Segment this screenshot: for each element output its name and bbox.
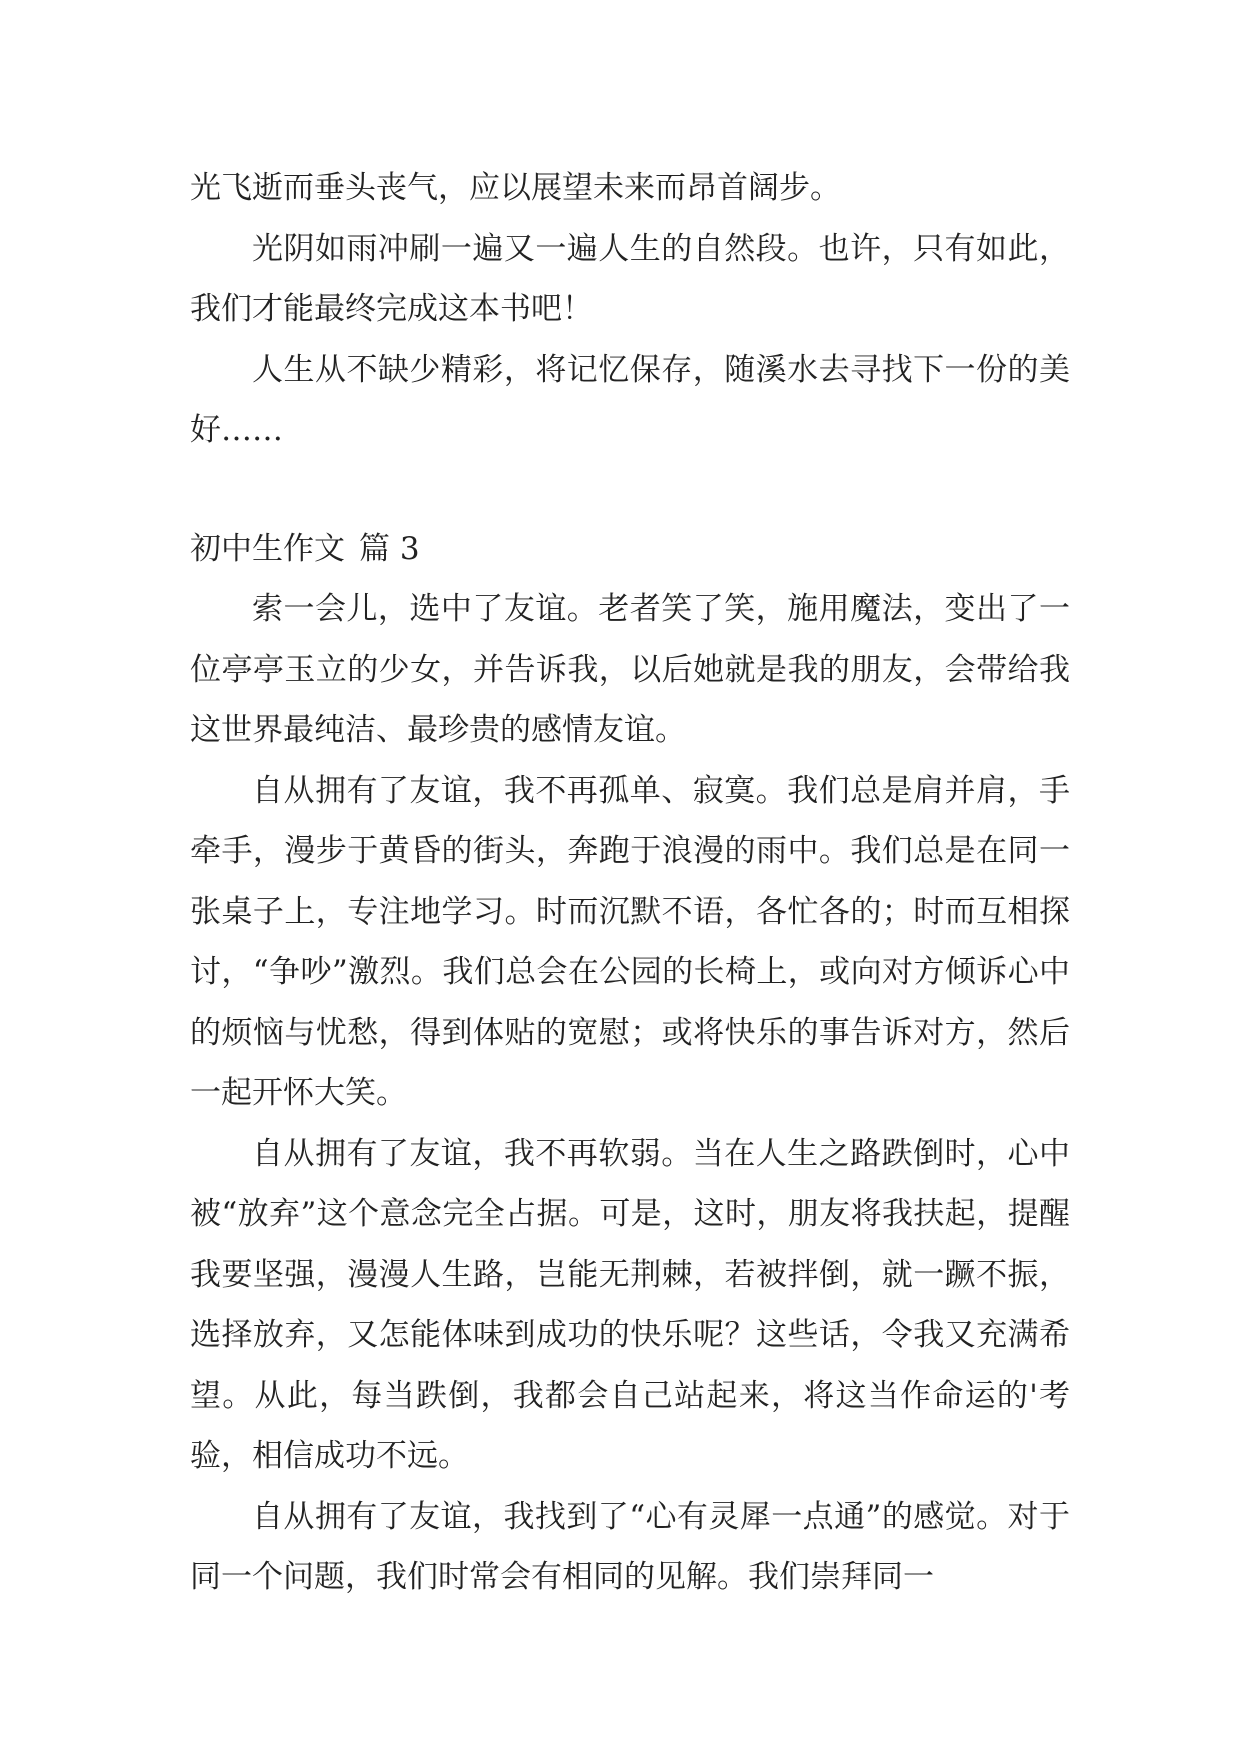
paragraph: 光阴如雨冲刷一遍又一遍人生的自然段。也许，只有如此，我们才能最终完成这本书吧！ [190,230,1070,327]
paragraph: 自从拥有了友谊，我找到了“心有灵犀一点通”的感觉。对于同一个问题，我们时常会有相同的见解。我们崇拜同一 [190,1498,1070,1595]
paragraph: 自从拥有了友谊，我不再软弱。当在人生之路跌倒时，心中被“放弃”这个意念完全占据。可是，这时，朋友将我扶起，提醒我要坚强，漫漫人生路，岂能无荆棘，若被拌倒，就一蹶不振，选择放弃，又怎能体味到成功的快乐呢？这些话，令我又充满希望。从此，每当跌倒，我都会自己站起来，将这当作命运的'考验，相信成功不远。 [190,1135,1070,1474]
document-body [190,158,1070,1608]
section-heading-title: 初中生作文 [190,530,345,567]
section-heading [190,519,1070,580]
section-heading-number: 篇 3 [359,530,420,567]
paragraph: 自从拥有了友谊，我不再孤单、寂寞。我们总是肩并肩，手牵手，漫步于黄昏的街头，奔跑于浪漫的雨中。我们总是在同一张桌子上，专注地学习。时而沉默不语，各忙各的；时而互相探讨，“争吵”激烈。我们总会在公园的长椅上，或向对方倾诉心中的烦恼与忧愁，得到体贴的宽慰；或将快乐的事告诉对方，然后一起开怀大笑。 [190,772,1070,1111]
paragraph: 索一会儿，选中了友谊。老者笑了笑，施用魔法，变出了一位亭亭玉立的少女，并告诉我，以后她就是我的朋友，会带给我这世界最纯洁、最珍贵的感情友谊。 [190,591,1070,748]
paragraph: 人生从不缺少精彩，将记忆保存，随溪水去寻找下一份的美好…… [190,351,1070,448]
paragraph-continuation: 光飞逝而垂头丧气，应以展望未来而昂首阔步。 [190,170,841,206]
